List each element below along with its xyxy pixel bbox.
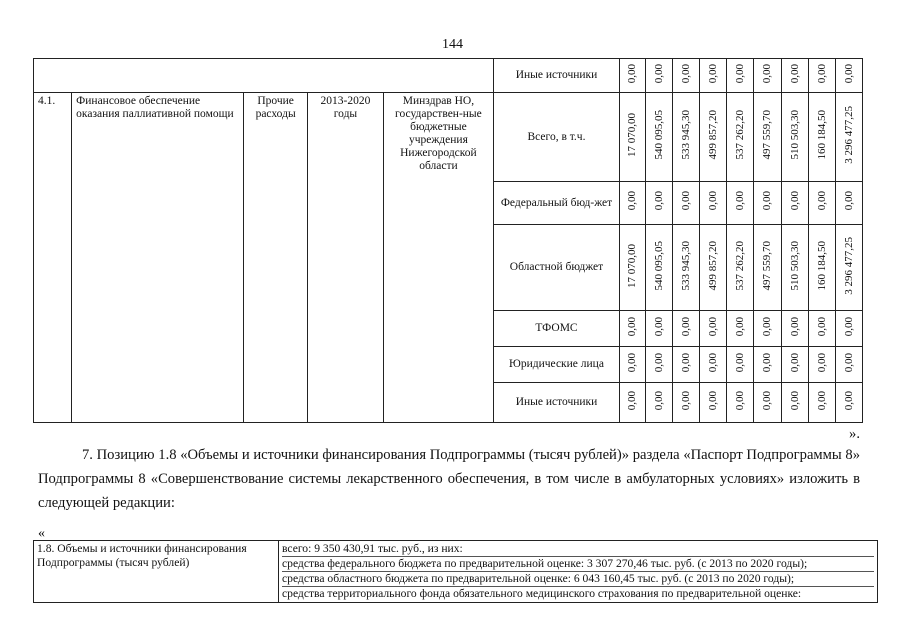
value-cell: 0,00 (781, 347, 808, 383)
amendment-text (38, 427, 860, 515)
value-cell: 0,00 (727, 347, 754, 383)
value-cell: 533 945,30 (673, 93, 700, 182)
value-cell: 0,00 (754, 182, 781, 225)
value-cell: 0,00 (781, 311, 808, 347)
value-cell: 0,00 (835, 383, 862, 423)
value-cell: 0,00 (754, 311, 781, 347)
value-cell: 499 857,20 (700, 93, 727, 182)
value-cell: 0,00 (673, 347, 700, 383)
value-cell: 0,00 (835, 347, 862, 383)
source-label: Иные источники (494, 383, 620, 423)
expense-type: Прочие расходы (243, 93, 307, 423)
value-cell: 0,00 (781, 182, 808, 225)
passport-line: средства федерального бюджета по предварительной оценке: 3 307 270,46 тыс. руб. (с 2013 по 2020 годы); (282, 557, 874, 572)
value-cell: 0,00 (645, 311, 672, 347)
value-cell: 497 559,70 (754, 93, 781, 182)
value-cell: 0,00 (645, 182, 672, 225)
value-cell: 3 296 477,25 (835, 93, 862, 182)
value-cell: 510 503,30 (781, 225, 808, 311)
value-cell: 0,00 (673, 182, 700, 225)
value-cell: 0,00 (835, 182, 862, 225)
value-cell: 0,00 (700, 311, 727, 347)
value-cell: 533 945,30 (673, 225, 700, 311)
closing-quote: ». (849, 426, 860, 442)
value-cell: 537 262,20 (727, 225, 754, 311)
value-cell: 0,00 (700, 347, 727, 383)
opening-quote: « (38, 526, 45, 541)
value-cell: 540 095,05 (645, 93, 672, 182)
source-label: Областной бюджет (494, 225, 620, 311)
value-cell: 0,00 (808, 347, 835, 383)
value-cell: 0,00 (754, 383, 781, 423)
page-number: 144 (442, 37, 463, 52)
passport-table (33, 540, 878, 603)
amendment-paragraph: 7. Позицию 1.8 «Объемы и источники финансирования Подпрограммы (тысяч рублей)» раздела «Паспорт Подпрограммы 8» Подпрограммы 8 «Совершенствование системы лекарственного обеспечения, в том числе в амбулаторных условиях» изложить в следующей редакции: (38, 447, 860, 511)
value-cell: 0,00 (645, 383, 672, 423)
value-cell: 0,00 (645, 59, 672, 93)
value-cell: 0,00 (673, 383, 700, 423)
value-cell: 0,00 (645, 347, 672, 383)
value-cell: 0,00 (727, 59, 754, 93)
source-label: Федеральный бюд-жет (494, 182, 620, 225)
value-cell: 0,00 (700, 182, 727, 225)
value-cell: 510 503,30 (781, 93, 808, 182)
value-cell: 0,00 (754, 59, 781, 93)
value-cell: 0,00 (673, 311, 700, 347)
financing-table (33, 58, 863, 423)
value-cell: 0,00 (619, 383, 645, 423)
executor: Минздрав НО, государствен-ные бюджетные учреждения Нижегородской области (383, 93, 494, 423)
value-cell: 0,00 (835, 59, 862, 93)
passport-line: всего: 9 350 430,91 тыс. руб., из них: (282, 542, 874, 557)
value-cell: 0,00 (700, 59, 727, 93)
value-cell: 0,00 (700, 383, 727, 423)
source-label: ТФОМС (494, 311, 620, 347)
value-cell: 0,00 (808, 311, 835, 347)
table-row (34, 541, 878, 603)
passport-label: 1.8. Объемы и источники финансирования Подпрограммы (тысяч рублей) (34, 541, 279, 603)
value-cell: 0,00 (619, 311, 645, 347)
value-cell: 0,00 (619, 347, 645, 383)
value-cell: 0,00 (781, 383, 808, 423)
value-cell: 160 184,50 (808, 225, 835, 311)
value-cell: 17 070,00 (619, 93, 645, 182)
empty-cell (34, 59, 494, 93)
value-cell: 499 857,20 (700, 225, 727, 311)
source-label: Юридические лица (494, 347, 620, 383)
passport-content (279, 541, 878, 603)
value-cell: 160 184,50 (808, 93, 835, 182)
value-cell: 0,00 (835, 311, 862, 347)
value-cell: 0,00 (619, 182, 645, 225)
item-number: 4.1. (34, 93, 72, 423)
value-cell: 0,00 (754, 347, 781, 383)
value-cell: 0,00 (808, 182, 835, 225)
item-name: Финансовое обеспечение оказания паллиативной помощи (72, 93, 244, 423)
value-cell: 3 296 477,25 (835, 225, 862, 311)
value-cell: 0,00 (727, 182, 754, 225)
source-label: Иные источники (494, 59, 620, 93)
value-cell: 537 262,20 (727, 93, 754, 182)
value-cell: 497 559,70 (754, 225, 781, 311)
value-cell: 0,00 (808, 59, 835, 93)
passport-line: средства областного бюджета по предварительной оценке: 6 043 160,45 тыс. руб. (с 2013 по 2020 годы); (282, 572, 874, 587)
value-cell: 540 095,05 (645, 225, 672, 311)
table-row (34, 59, 863, 93)
passport-line: средства территориального фонда обязательного медицинского страхования по предварительной оценке: (282, 587, 802, 600)
source-label: Всего, в т.ч. (494, 93, 620, 182)
value-cell: 0,00 (673, 59, 700, 93)
value-cell: 17 070,00 (619, 225, 645, 311)
value-cell: 0,00 (619, 59, 645, 93)
value-cell: 0,00 (727, 311, 754, 347)
table-row (34, 93, 863, 182)
value-cell: 0,00 (727, 383, 754, 423)
value-cell: 0,00 (808, 383, 835, 423)
period: 2013-2020 годы (308, 93, 383, 423)
value-cell: 0,00 (781, 59, 808, 93)
